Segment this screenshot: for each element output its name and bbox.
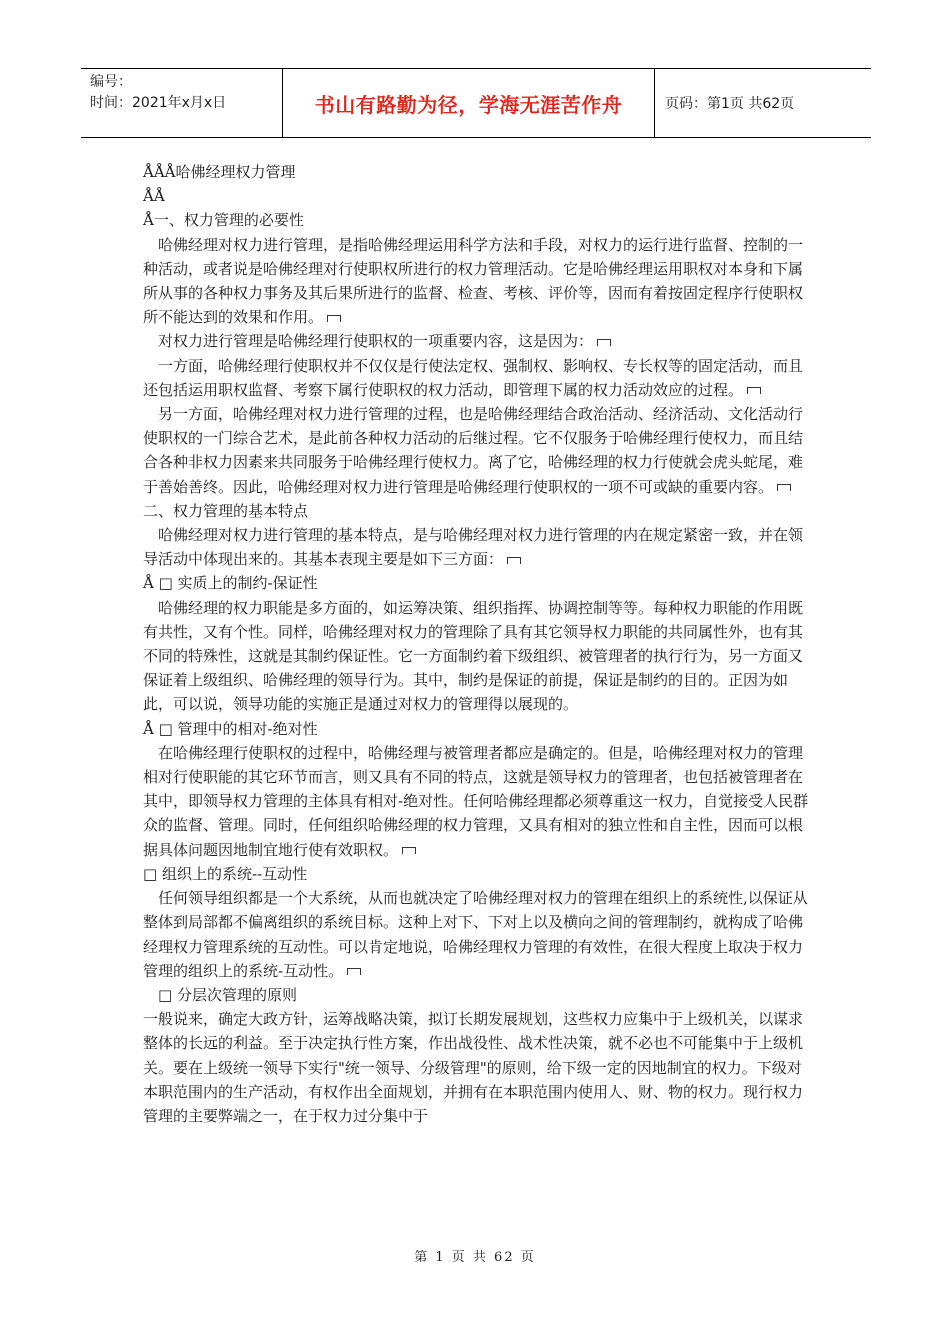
subsection-heading: Å □ 管理中的相对-绝对性 [143,719,318,738]
page-footer: 第 1 页 共 62 页 [414,1250,536,1265]
paragraph: 哈佛经理对权力进行管理的基本特点，是与哈佛经理对权力进行管理的内在规定紧密一致，并在领导活动中体现出来的。其基本表现主要是如下三方面： [143,526,804,569]
return-mark-icon [747,387,761,394]
paragraph: 一方面，哈佛经理行使职权并不仅仅是行使法定权、强制权、影响权、专长权等的固定活动，而且还包括运用职权监督、考察下属行使职权的权力活动，即管理下属的权力活动效应的过程。 [143,356,804,399]
document-header [81,68,871,138]
return-mark-icon [597,339,611,346]
header-meta [81,69,283,137]
subsection-heading: □ 分层次管理的原则 [158,985,297,1004]
paragraph: 在哈佛经理行使职权的过程中，哈佛经理与被管理者都应是确定的。但是，哈佛经理对权力的管理相对行使职能的其它环节而言，则又具有不同的特点，这就是领导权力的管理者，也包括被管理者在其中，即领导权力管理的主体具有相对-绝对性。任何哈佛经理都必须尊重这一权力，自觉接受人民群众的监督、管理。同时，任何组织哈佛经理的权力管理，又具有相对的独立性和自主性，因而可以根据具体问题因地制宜地行使有效职权。 [143,743,809,859]
section-heading-2: 二、权力管理的基本特点 [143,501,309,520]
return-mark-icon [402,847,416,854]
number-label: 编号： [90,74,132,90]
subsection-heading: Å □ 实质上的制约-保证性 [143,574,318,593]
return-mark-icon [347,968,361,975]
header-motto: 书山有路勤为径，学海无涯苦作舟 [283,69,655,137]
return-mark-icon [507,557,521,564]
subsection-heading: □ 组织上的系统--互动性 [143,864,308,883]
paragraph: 另一方面，哈佛经理对权力进行管理的过程，也是哈佛经理结合政治活动、经济活动、文化活动行使职权的一门综合艺术，是此前各种权力活动的后继过程。它不仅服务于哈佛经理行使权力，而且结合各种非权力因素来共同服务于哈佛经理行使权力。离了它，哈佛经理的权力行使就会虎头蛇尾，难于善始善终。因此，哈佛经理对权力进行管理是哈佛经理行使职权的一项不可或缺的重要内容。 [143,405,804,496]
document-body [143,160,813,1128]
return-mark-icon [327,315,341,322]
time-label: 时间：2021年x月x日 [90,95,227,111]
section-heading-1: Å一、权力管理的必要性 [143,211,304,230]
return-mark-icon [777,484,791,491]
paragraph: 哈佛经理的权力职能是多方面的，如运筹决策、组织指挥、协调控制等等。每种权力职能的作用既有共性，又有个性。同样，哈佛经理对权力的管理除了具有其它领导权力职能的共同属性外，也有其不同的特殊性，这就是其制约保证性。它一方面制约着下级组织、被管理者的执行行为，另一方面又保证着上级组织、哈佛经理的领导行为。其中，制约是保证的前提，保证是制约的目的。正因为如此，可以说，领导功能的实施正是通过对权力的管理得以展现的。 [143,598,804,714]
paragraph: 一般说来，确定大政方针，运筹战略决策，拟订长期发展规划，这些权力应集中于上级机关，以谋求整体的长远的利益。至于决定执行性方案，作出战役性、战术性决策，就不必也不可能集中于上级机关。要在上级统一领导下实行"统一领导、分级管理"的原则，给下级一定的因地制宜的权力。下级对本职范围内的生产活动，有权作出全面规划，并拥有在本职范围内使用人、财、物的权力。现行权力管理的主要弊端之一，在于权力过分集中于 [143,1010,804,1125]
paragraph: 对权力进行管理是哈佛经理行使职权的一项重要内容，这是因为： [143,329,813,353]
paragraph: 任何领导组织都是一个大系统，从而也就决定了哈佛经理对权力的管理在组织上的系统性,以保证从整体到局部都不偏离组织的系统目标。这种上对下、下对上以及横向之间的管理制约，就构成了哈佛经理权力管理系统的互动性。可以肯定地说，哈佛经理权力管理的有效性，在很大程度上取决于权力管理的组织上的系统-互动性。 [143,889,808,980]
doc-title: ÅÅÅ哈佛经理权力管理 [143,163,296,181]
header-page-info: 页码：第1页 共62页 [665,96,795,112]
paragraph: 哈佛经理对权力进行管理，是指哈佛经理运用科学方法和手段，对权力的运行进行监督、控制的一种活动，或者说是哈佛经理对行使职权所进行的权力管理活动。它是哈佛经理运用职权对本身和下属所从事的各种权力事务及其后果所进行的监督、检查、考核、评价等，因而有着按固定程序行使职权所不能达到的效果和作用。 [143,235,804,327]
doc-line: ÅÅ [143,187,165,206]
